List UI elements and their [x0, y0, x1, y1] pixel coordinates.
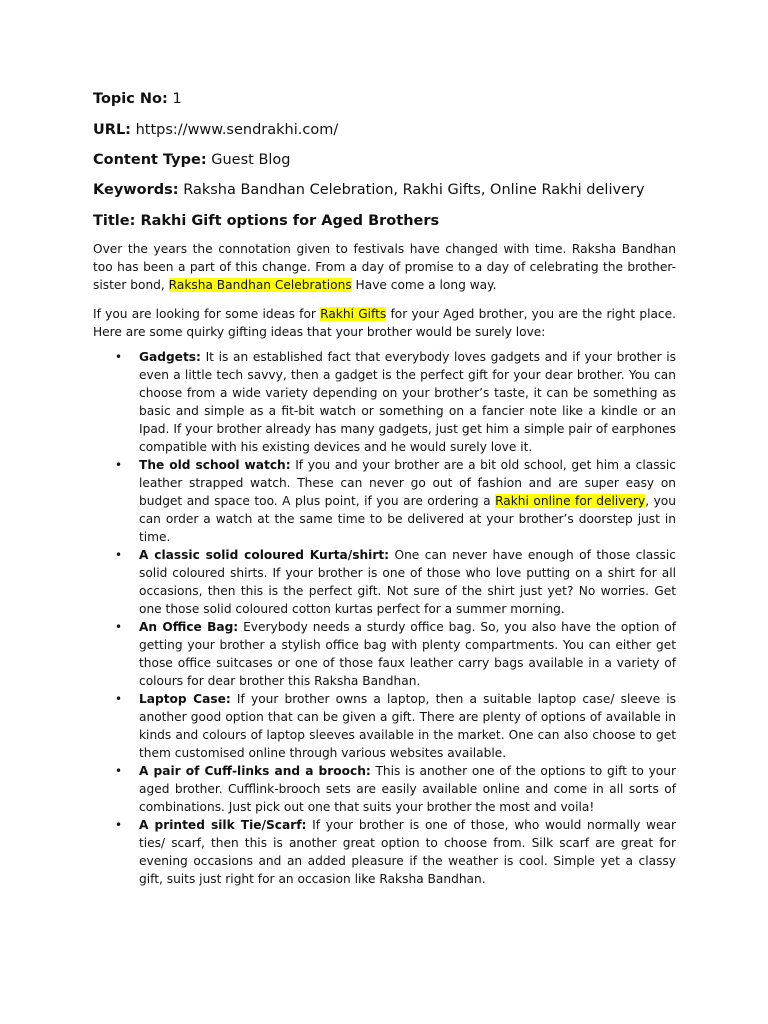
bullet-icon: • — [115, 764, 123, 778]
intro-text-before: Over the years the connotation given to festivals have changed with time. Raksha Bandhan too has been a part of this change. From a day of promise to a day of celebrating the brother-sister bond, — [93, 242, 676, 292]
topic-line — [93, 90, 182, 108]
intro-highlight: Raksha Bandhan Celebrations — [168, 278, 352, 292]
topic-value: 1 — [172, 91, 182, 107]
title-label: Title: — [93, 213, 136, 229]
item-text-after: , you can order a watch at the same time to be delivered at your brother’s doorstep just in time. — [139, 494, 676, 544]
topic-label: Topic No: — [93, 91, 168, 107]
item-text: If your brother is one of those, who would normally wear ties/ scarf, then this is another great option to choose from. Silk scarf are great for evening occasions and an added pleasure if the weather is cool. Simple yet a classy gift, suits just right for an occasion like Raksha Bandhan. — [139, 818, 676, 886]
item-title: A printed silk Tie/Scarf: — [139, 818, 307, 832]
title-value: Rakhi Gift options for Aged Brothers — [140, 213, 440, 229]
lead-paragraph — [93, 305, 676, 341]
item-title: An Office Bag: — [139, 620, 239, 634]
item-title: A classic solid coloured Kurta/shirt: — [139, 548, 390, 562]
item-text: If you and your brother are a bit old school, get him a classic leather strapped watch. These can never go out of fashion and are super easy on budget and space too. A plus point, if you are ordering a — [139, 458, 676, 508]
list-item-old-school-watch — [93, 456, 676, 546]
item-text: If your brother owns a laptop, then a suitable laptop case/ sleeve is another good option that can be given a gift. There are plenty of options of available in kinds and colours of laptop sleeves available in the market. One can also choose to get them customised online through various websites available. — [139, 692, 676, 760]
url-label: URL: — [93, 122, 131, 138]
intro-text-after: Have come a long way. — [351, 278, 497, 292]
item-title: Gadgets: — [139, 350, 201, 364]
item-title: The old school watch: — [139, 458, 291, 472]
item-title: Laptop Case: — [139, 692, 231, 706]
item-text: Everybody needs a sturdy office bag. So, you also have the option of getting your brother a stylish office bag with plenty compartments. You can either get those office suitcases or one of those faux leather carry bags available in a variety of colours for dear brother this Raksha Bandhan. — [139, 620, 676, 688]
lead-highlight: Rakhi Gifts — [320, 307, 387, 321]
list-item-tie-scarf — [93, 816, 676, 888]
item-text: One can never have enough of those classic solid coloured shirts. If your brother is one of those who love putting on a shirt for all occasions, then this is the perfect gift. Not sure of the shirt just yet? No worries. Get one those solid coloured cotton kurtas perfect for a summer morning. — [139, 548, 676, 616]
content-type-label: Content Type: — [93, 152, 207, 168]
content-type-line — [93, 151, 291, 169]
item-text: This is another one of the options to gift to your aged brother. Cufflink-brooch sets are easily available online and come in all sorts of combinations. Just pick out one that suits your brother the most and voila! — [139, 764, 676, 814]
bullet-icon: • — [115, 818, 123, 832]
list-item-cufflinks-brooch — [93, 762, 676, 816]
bullet-icon: • — [115, 620, 123, 634]
bullet-icon: • — [115, 548, 123, 562]
keywords-value: Raksha Bandhan Celebration, Rakhi Gifts, Online Rakhi delivery — [183, 182, 645, 198]
item-text: It is an established fact that everybody loves gadgets and if your brother is even a little tech savvy, then a gadget is the perfect gift for your dear brother. You can choose from a wide variety depending on your brother’s taste, it can be something as basic and simple as a fit-bit watch or something on a fancier note like a kindle or an Ipad. If your brother already has many gadgets, just get him a simple pair of earphones compatible with his existing devices and he would surely love it. — [139, 350, 676, 454]
lead-text-after: for your Aged brother, you are the right place. Here are some quirky gifting ideas that your brother would be surely love: — [93, 307, 676, 339]
list-item-office-bag — [93, 618, 676, 690]
bullet-icon: • — [115, 350, 123, 364]
url-line — [93, 121, 338, 139]
keywords-line — [93, 181, 645, 199]
list-item-kurta-shirt — [93, 546, 676, 618]
item-highlight: Rakhi online for delivery — [495, 494, 646, 508]
url-value: https://www.sendrakhi.com/ — [135, 122, 339, 138]
bullet-icon: • — [115, 692, 123, 706]
content-type-value: Guest Blog — [211, 152, 291, 168]
lead-text-before: If you are looking for some ideas for — [93, 307, 321, 321]
keywords-label: Keywords: — [93, 182, 179, 198]
list-item-gadgets — [93, 348, 676, 456]
item-title: A pair of Cuff-links and a brooch: — [139, 764, 371, 778]
gift-ideas-list — [93, 348, 676, 888]
intro-paragraph — [93, 240, 676, 294]
bullet-icon: • — [115, 458, 123, 472]
title-line — [93, 212, 439, 230]
list-item-laptop-case — [93, 690, 676, 762]
